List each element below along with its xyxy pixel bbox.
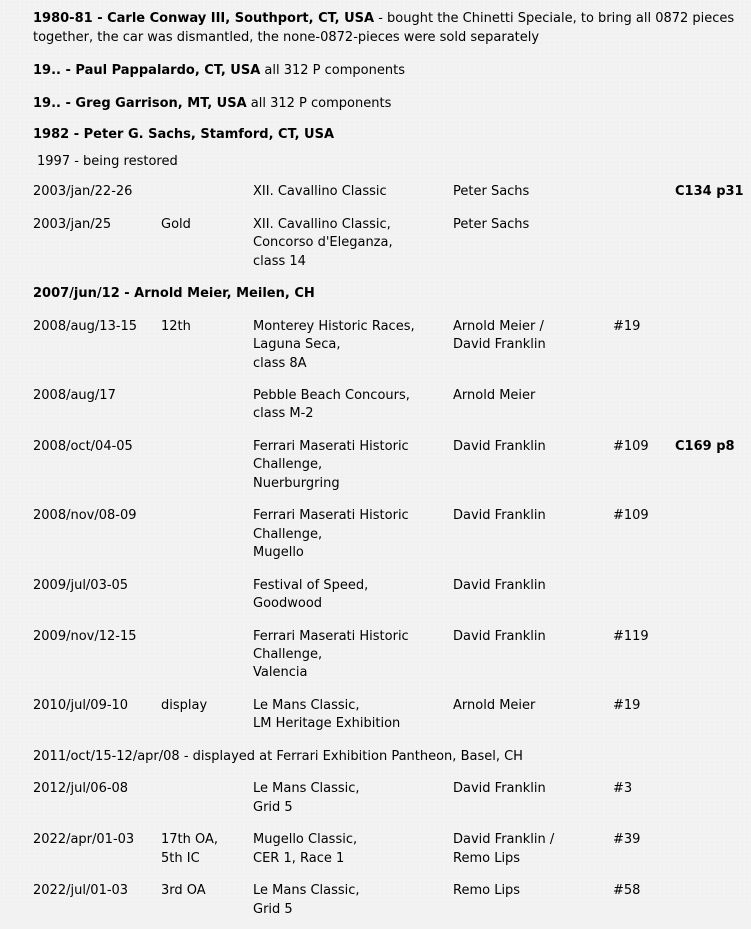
owner-name-garrison: 19.. - Greg Garrison, MT, USA <box>33 95 247 111</box>
ownership-entry-pappalardo <box>33 62 739 81</box>
event-reference <box>675 383 751 434</box>
event-reference: C134 p31 <box>675 184 744 200</box>
event-date: 2022/jul/01-03 <box>33 883 129 899</box>
event-driver: David Franklin <box>453 438 546 454</box>
event-name: Ferrari Maserati Historic Challenge, Nuerburgring <box>253 438 409 491</box>
exhibition-note-row <box>33 744 751 776</box>
event-number: #39 <box>613 832 641 848</box>
event-result: 3rd OA <box>161 883 206 899</box>
event-reference <box>675 827 751 878</box>
exhibition-note: 2011/oct/15-12/apr/08 - displayed at Ferrari Exhibition Pantheon, Basel, CH <box>33 748 523 764</box>
event-result: 17th OA, 5th IC <box>161 832 219 866</box>
event-reference: C169 p8 <box>675 438 735 454</box>
event-driver: Peter Sachs <box>453 216 530 232</box>
table-row <box>33 383 751 434</box>
event-name: Ferrari Maserati Historic Challenge, Mugello <box>253 508 409 561</box>
event-number <box>613 573 675 624</box>
event-result <box>161 434 253 503</box>
table-row <box>33 503 751 572</box>
event-name: Le Mans Classic, Grid 5 <box>253 883 360 917</box>
event-date: 2003/jan/25 <box>33 216 112 232</box>
owner-name-pappalardo: 19.. - Paul Pappalardo, CT, USA <box>33 62 261 78</box>
event-reference <box>675 878 751 929</box>
event-driver: Remo Lips <box>453 883 521 899</box>
event-number: #3 <box>613 781 633 797</box>
owner-note-pappalardo: all 312 P components <box>260 62 405 78</box>
event-name: Festival of Speed, Goodwood <box>253 577 369 612</box>
table-row <box>33 624 751 693</box>
event-name: Le Mans Classic, Grid 5 <box>253 781 360 815</box>
event-date: 2009/nov/12-15 <box>33 628 137 644</box>
ownership-entry-garrison <box>33 95 739 114</box>
event-name: Monterey Historic Races, Laguna Seca, class 8A <box>253 318 415 371</box>
table-row <box>33 434 751 503</box>
table-row <box>33 878 751 929</box>
restoration-note: 1997 - being restored <box>37 154 178 170</box>
event-driver: Arnold Meier <box>453 697 536 713</box>
event-reference <box>675 314 751 383</box>
event-number: #109 <box>613 438 649 454</box>
table-row <box>33 693 751 744</box>
event-driver: Arnold Meier / David Franklin <box>453 318 546 353</box>
event-date: 2008/aug/17 <box>33 388 116 403</box>
event-driver: Arnold Meier <box>453 388 536 403</box>
owner-note-conway: - bought the Chinetti Speciale, to bring all 0872 pieces together, the car was dismantled, the none-0872-pieces were sold separately <box>33 11 735 45</box>
event-name: XII. Cavallino Classic, Concorso d'Eleganza, class 14 <box>253 216 393 269</box>
event-number: #119 <box>613 628 649 644</box>
event-date: 2003/jan/22-26 <box>33 184 133 200</box>
event-name: Le Mans Classic, LM Heritage Exhibition <box>253 697 401 732</box>
event-name: Pebble Beach Concours, class M-2 <box>253 388 410 422</box>
ownership-entry-meier <box>33 281 751 313</box>
table-row <box>33 212 751 281</box>
event-reference <box>675 776 751 827</box>
event-driver: David Franklin <box>453 577 546 593</box>
event-date: 2008/aug/13-15 <box>33 318 138 334</box>
event-result: Gold <box>161 216 191 232</box>
event-history-table <box>33 179 751 929</box>
event-reference <box>675 573 751 624</box>
event-number: #19 <box>613 318 641 334</box>
event-result <box>161 179 253 211</box>
event-date: 2022/apr/01-03 <box>33 832 135 848</box>
event-result: 12th <box>161 318 191 334</box>
event-result <box>161 573 253 624</box>
owner-note-garrison: all 312 P components <box>246 95 392 111</box>
event-name: Mugello Classic, CER 1, Race 1 <box>253 832 358 866</box>
event-driver: David Franklin / Remo Lips <box>453 832 555 866</box>
owner-name-meier: 2007/jun/12 - Arnold Meier, Meilen, CH <box>33 286 315 302</box>
event-date: 2012/jul/06-08 <box>33 781 129 797</box>
event-driver: David Franklin <box>453 508 546 524</box>
table-row <box>33 827 751 878</box>
owner-name-conway: 1980-81 - Carle Conway III, Southport, CT, USA <box>33 11 375 26</box>
event-date: 2009/jul/03-05 <box>33 577 129 593</box>
event-date: 2010/jul/09-10 <box>33 697 129 713</box>
event-reference <box>675 503 751 572</box>
event-result <box>161 776 253 827</box>
event-result <box>161 503 253 572</box>
event-name: Ferrari Maserati Historic Challenge, Valencia <box>253 628 409 681</box>
event-driver: Peter Sachs <box>453 184 530 200</box>
event-driver: David Franklin <box>453 628 546 644</box>
ownership-entry-sachs: 1982 - Peter G. Sachs, Stamford, CT, USA <box>33 127 335 143</box>
table-row <box>33 179 751 211</box>
event-number <box>613 212 675 281</box>
event-driver: David Franklin <box>453 781 546 797</box>
event-number <box>613 383 675 434</box>
event-result <box>161 383 253 434</box>
event-number <box>613 179 675 211</box>
event-reference <box>675 693 751 744</box>
event-number: #58 <box>613 883 641 899</box>
event-name: XII. Cavallino Classic <box>253 184 387 200</box>
event-reference <box>675 624 751 693</box>
event-result <box>161 624 253 693</box>
table-row <box>33 573 751 624</box>
event-reference <box>675 212 751 281</box>
event-date: 2008/nov/08-09 <box>33 508 137 524</box>
event-date: 2008/oct/04-05 <box>33 438 133 454</box>
event-number: #109 <box>613 508 649 524</box>
ownership-entry-conway <box>33 10 739 48</box>
event-result: display <box>161 697 208 713</box>
table-row <box>33 314 751 383</box>
table-row <box>33 776 751 827</box>
event-number: #19 <box>613 697 641 713</box>
